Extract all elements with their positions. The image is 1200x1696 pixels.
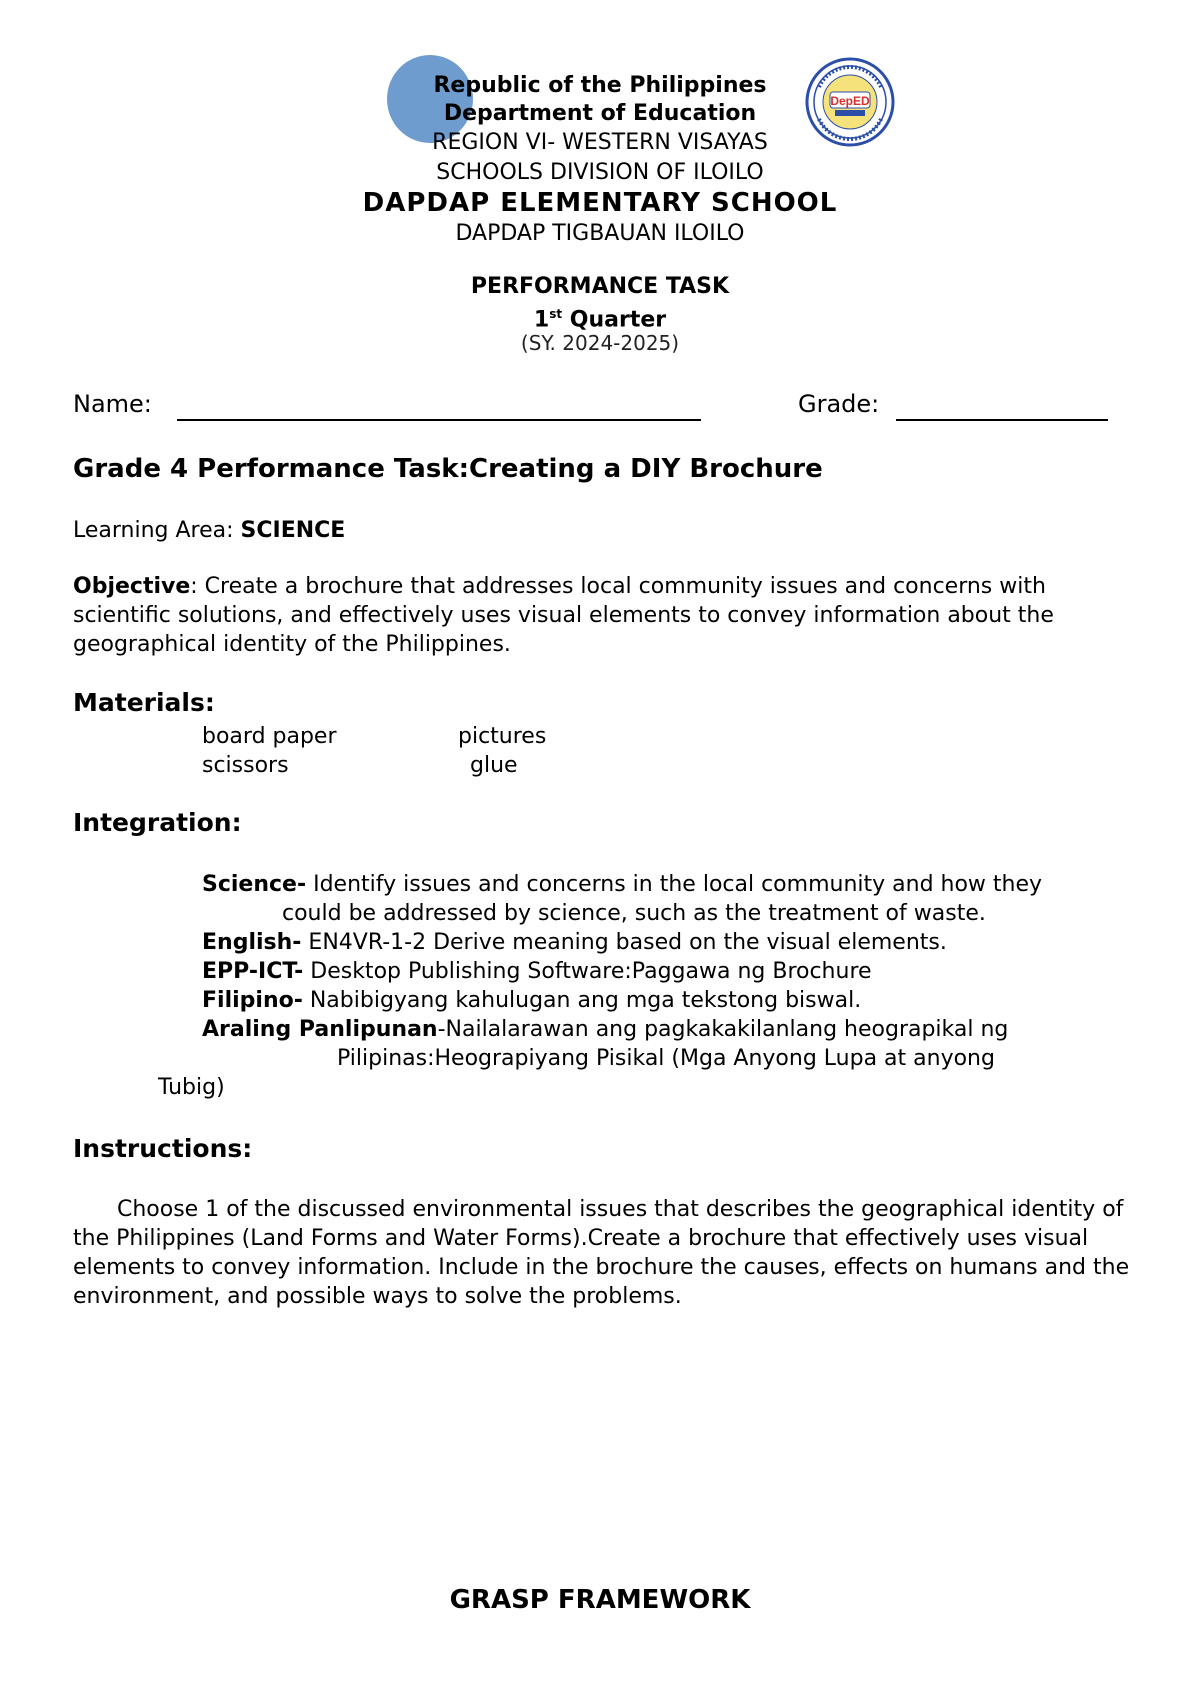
filipino-text: Nabibigyang kahulugan ang mga tekstong biswal. [302,988,862,1013]
name-field[interactable] [177,419,701,421]
materials-heading: Materials: [73,688,215,717]
instructions-heading: Instructions: [73,1134,253,1163]
school-name: DAPDAP ELEMENTARY SCHOOL [362,188,838,218]
science-text-continued: could be addressed by science, such as the treatment of waste. [282,901,986,926]
learning-area [73,516,345,545]
division-line: SCHOOLS DIVISION OF ILOILO [436,160,764,185]
quarter-line [0,301,1200,333]
learning-area-label: Learning Area: [73,518,241,543]
objective-label: Objective [73,574,191,599]
objective-text: : Create a brochure that addresses local community issues and concerns with scientific solutions, and effectively uses visual elements to convey information about the geographical identity of the Philippines. [73,574,1054,657]
school-address: DAPDAP TIGBAUAN ILOILO [455,221,745,246]
araling-panlipunan-label: Araling Panlipunan [202,1017,438,1042]
material-item: glue [470,753,518,778]
material-item: pictures [458,724,547,749]
integration-araling-panlipunan [202,1015,1008,1044]
grade-field[interactable] [896,419,1108,421]
task-title: Grade 4 Performance Task:Creating a DIY Brochure [73,454,823,484]
region-line: REGION VI- WESTERN VISAYAS [432,130,768,155]
integration-english [202,928,947,957]
republic-line: Republic of the Philippines [433,73,767,98]
integration-epp-ict [202,957,872,986]
integration-filipino [202,986,861,1015]
learning-area-value: SCIENCE [240,518,346,543]
science-text: Identify issues and concerns in the local community and how they [306,872,1043,897]
performance-task-title: PERFORMANCE TASK [470,274,730,299]
araling-panlipunan-text-end: Tubig) [158,1075,225,1100]
english-label: English- [202,930,302,955]
name-label: Name: [73,390,152,418]
material-item: board paper [202,724,337,749]
epp-ict-text: Desktop Publishing Software:Paggawa ng Brochure [303,959,872,984]
objective [73,572,1133,659]
material-item: scissors [202,753,289,778]
integration-heading: Integration: [73,808,242,837]
svg-text:DepED: DepED [830,94,870,108]
grade-label: Grade: [798,390,880,418]
school-year: (SY. 2024-2025) [520,331,680,355]
quarter-suffix: st [549,307,563,321]
grasp-framework-heading: GRASP FRAMEWORK [449,1585,751,1615]
instructions-text: Choose 1 of the discussed environmental issues that describes the geographical identity of the Philippines (Land Forms and Water Forms).Create a brochure that effectively uses visual elements to convey information. Include in the brochure the causes, effects on humans and the environment, and possible ways to solve the problems. [73,1197,1130,1309]
epp-ict-label: EPP-ICT- [202,959,304,984]
integration-science [202,870,1042,899]
filipino-label: Filipino- [202,988,303,1013]
araling-panlipunan-text-continued: Pilipinas:Heograpiyang Pisikal (Mga Anyong Lupa at anyong [337,1046,995,1071]
quarter-text: Quarter [562,307,667,333]
english-text: EN4VR-1-2 Derive meaning based on the visual elements. [301,930,947,955]
quarter-number: 1 [533,307,550,333]
araling-panlipunan-text: -Nailalarawan ang pagkakakilanlang heograpikal ng [437,1017,1009,1042]
department-line: Department of Education [443,101,757,126]
science-label: Science- [202,872,307,897]
